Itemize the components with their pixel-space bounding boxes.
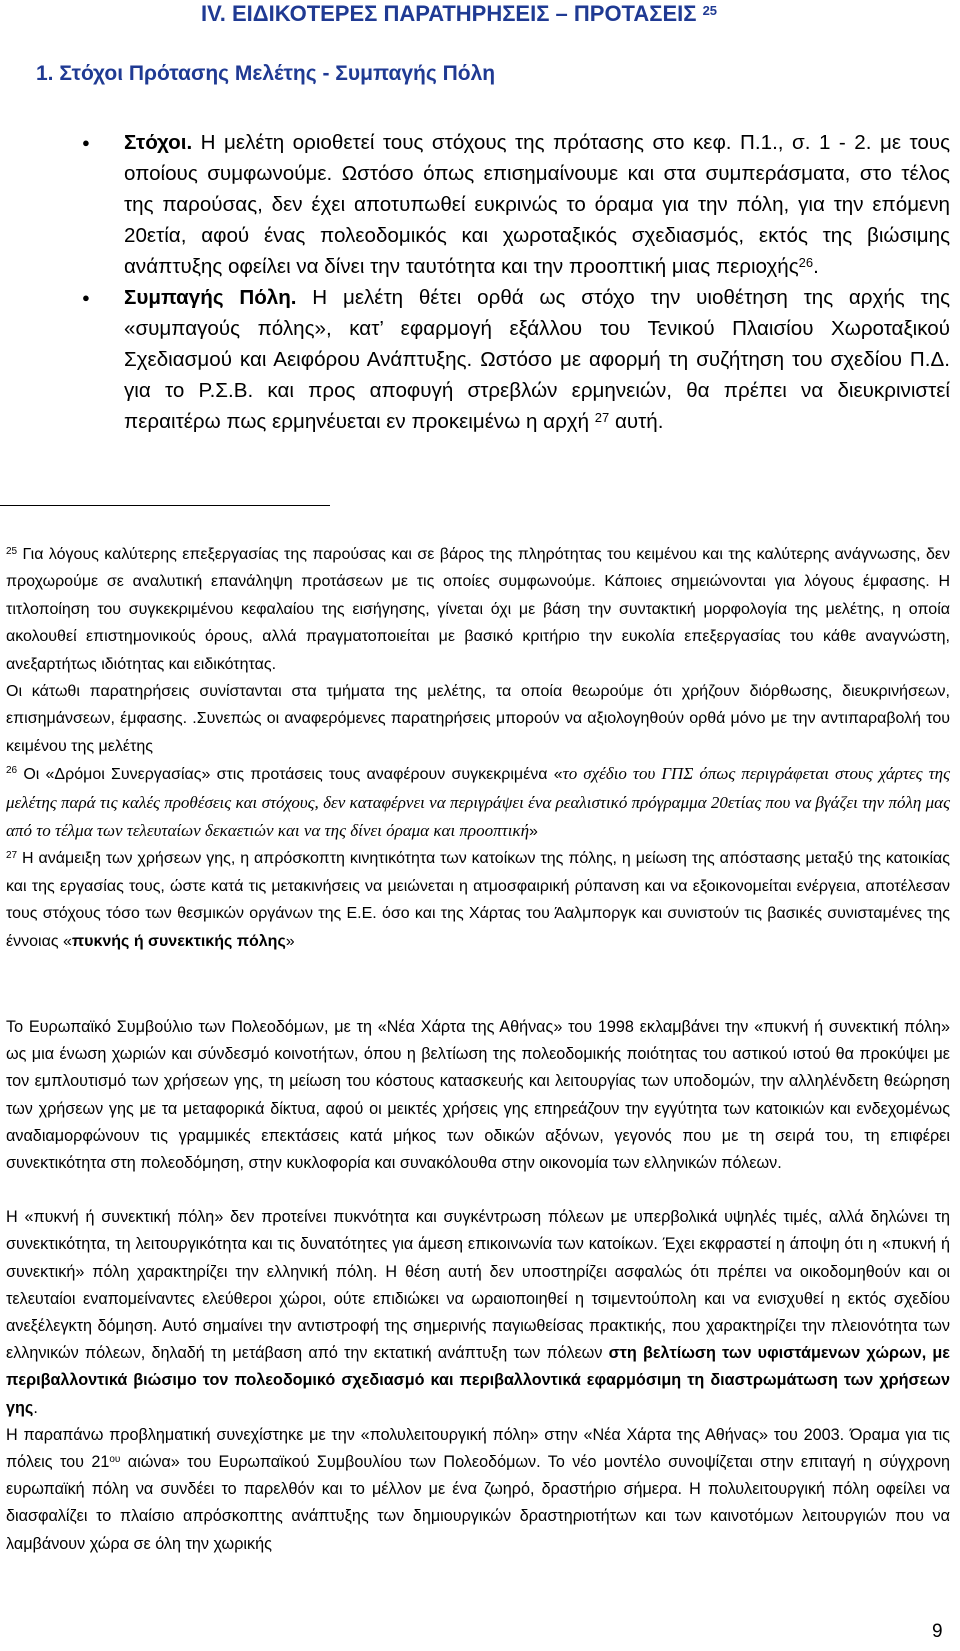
footnote-25: $^{25}$ Για λόγους καλύτερης επεξεργασίας της παρούσας και σε βάρος της πληρότητας του κειμένου και της καλύτερης ανάγνωσης, δεν προχωρούμε σε αναλυτική επανάληψη προτάσεων με τις οποίες συμφωνούμε. Κάποιες σημειώνονται για λόγους έμφασης. Η τιτλοποίηση του συγκεκριμένου κεφαλαίου της εισήγησης, γίνεται όχι με βάση την συντακτική μορφολογία της μελέτης, η οποία ακολουθεί επιστημονικούς όρους, αλλά πραγματοποιείται με βασικό κριτήριο την ευκολία επεξεργασίας του κάθε αναγνώστη, ανεξαρτήτως ιδιότητας και ειδικότητας. [6, 546, 950, 673]
footnotes [6, 541, 950, 955]
paragraph: Η παραπάνω προβληματική συνεχίστηκε με την «πολυλειτουργική πόλη» στην «Νέα Χάρτα της Αθήνας» του 2003. Όραμα για τις πόλεις του $21^{o\upsilon}$ αιώνα» του Ευρωπαϊκού Συμβουλίου των Πολεοδόμων. Το νέο μοντέλο συνοψίζεται στην επιταγή η σύγχρονη ευρωπαϊκή πόλη να συνδέει το παρελθόν και το μέλλον με ένα ζωηρό, δραστήριο σήμερα. Η πολυλειτουργική πόλη οφείλει να διασφαλίζει το πλαίσιο απρόσκοπτης ανάπτυξης των δημιουργικών δραστηριοτήτων και των καινοτόμων λειτουργιών που να λαμβάνουν χώρα σε όλη την χωρικής [6, 1425, 950, 1553]
paragraph: Η «πυκνή ή συνεκτική πόλη» δεν προτείνει πυκνότητα και συγκέντρωση πόλεων με υπερβολικά υψηλές τιμές, αλλά δηλώνει τη συνεκτικότητα, τη λειτουργικότητα και τις δυνατότητες για άμεση επικοινωνία των κατοίκων. Έχει εκφραστεί η άποψη ότι η «πυκνή ή συνεκτική» πόλη χαρακτηρίζει την ελληνική πόλη. Η θέση αυτή δεν υποστηρίζει ασφαλώς ότι πρέπει να οικοδομηθούν και οι τελευταίοι εναπομείναντες ελεύθεροι χώροι, ούτε επιδιώκει να ωραιοποιηθεί η τσιμεντούπολη και να ενισχυθεί η εκτός σχεδίου ανεξέλεγκτη δόμηση. Αυτό σημαίνει την αντιστροφή της σημερινής παγιωθείσας πρακτικής, που χαρακτηρίζει την πλειονότητα των ελληνικών πόλεων, δηλαδή τη μετάβαση από την εκτατική ανάπτυξη των πόλεων στη βελτίωση των υφιστάμενων χώρων, με περιβαλλοντικά βιώσιμο τον πολεοδομικό σχεδιασμό και περιβαλλοντικά εφαρμόσιμη τη διαστρωμάτωση των χρήσεων γης. [6, 1208, 950, 1417]
footnote-26: $^{26}$ Οι «Δρόμοι Συνεργασίας» στις προτάσεις τους αναφέρουν συγκεκριμένα «το σχέδιο του ΓΠΣ όπως περιγράφεται στους χάρτες της μελέτης παρά τις καλές προθέσεις και στόχους, δεν καταφέρνει να περιγράψει ένα ρεαλιστικό πρόγραμμα 20ετίας που να βγάζει την πόλη μας από το τέλμα των τελευταίων δεκαετιών και να της δίνει όραμα και προοπτική» [6, 764, 951, 841]
footnote-ref-25[interactable]: 25 [702, 3, 718, 18]
section-heading: IV. ΕΙΔΙΚΟΤΕΡΕΣ ΠΑΡΑΤΗΡΗΣΕΙΣ – ΠΡΟΤΑΣΕΙΣ $^{25}$ [201, 1, 718, 26]
bullet-list [82, 127, 950, 437]
footnote-ref-26[interactable]: 26 [798, 255, 814, 270]
body-text [6, 1014, 950, 1558]
page-number: 9 [932, 1621, 943, 1642]
bullet-lead: Στόχοι. [124, 131, 193, 154]
footnote-separator [0, 505, 330, 506]
bullet-item-goals: ● Στόχοι. Η μελέτη οριοθετεί τους στόχους της πρότασης στο κεφ. Π.1., σ. 1 - 2. με τους οποίους συμφωνούμε. Ωστόσο όπως επισημαίνουμε και στα συμπεράσματα, στο τέλος της παρούσας, δεν έχει αποτυπωθεί ευκρινώς το όραμα για την πόλη, για την επόμενη 20ετία, αφού ένας πολεοδομικός και χωροταξικός σχεδιασμός, εκτός της βιώσιμης ανάπτυξης οφείλει να δίνει την ταυτότητα και την προοπτική μιας περιοχής$^{26}$. [82, 127, 950, 282]
paragraph: Το Ευρωπαϊκό Συμβούλιο των Πολεοδόμων, με τη «Νέα Χάρτα της Αθήνας» του 1998 εκλαμβάνει την «πυκνή ή συνεκτική πόλη» ως μια ένωση χωριών και σύνδεσμό κοινοτήτων, όπου η βελτίωση της πολεοδομικής ποιότητας του αστικού ιστού θα προκύψει με τον εμπλουτισμό των χρήσεων γης, τη μείωση του κόστους κατασκευής και λειτουργίας των υποδομών, την αλληλένδετη θεώρηση των χρήσεων γης με τα μεταφορικά δίκτυα, αφού οι μεικτές χρήσεις γης επηρεάζουν την εγγύτητα των κατοικιών και ενδεχομένως αναδιαμορφώνουν τις γραμμικές επεκτάσεις κατά μήκος των οδικών αξόνων, γεγονός που με τη σειρά του, τη επιφέρει συνεκτικότητα στη πολεοδόμηση, στην κυκλοφορία και συνακόλουθα στην οικονομία των ελληνικών πόλεων. [6, 1018, 950, 1173]
footnote-27: $^{27}$ Η ανάμειξη των χρήσεων γης, η απρόσκοπτη κινητικότητα των κατοίκων της πόλης, η μείωση της απόστασης μεταξύ της κατοικίας και της εργασίας τους, ώστε κατά τις μετακινήσεις να μειώνεται η ατμοσφαιρική ρύπανση και να εξοικονομείται ενέργεια, αποτέλεσαν τους στόχους τόσο των θεσμικών οργάνων της Ε.Ε. όσο και της Χάρτας του Άαλμποργκ και συνιστούν τις βασικές συνισταμένες της έννοιας «πυκνής ή συνεκτικής πόλης» [6, 850, 950, 950]
footnote-25-continued: Οι κάτωθι παρατηρήσεις συνίστανται στα τμήματα της μελέτης, τα οποία θεωρούμε ότι χρήζουν διόρθωσης, διευκρινήσεων, επισημάνσεων, έμφασης. .Συνεπώς οι αναφερόμενες παρατηρήσεις μπορούν να αξιολογηθούν ορθά μόνο με την αντιπαραβολή του κειμένου της μελέτης [6, 683, 950, 755]
bullet-item-compact-city: ● Συμπαγής Πόλη. Η μελέτη θέτει ορθά ως στόχο την υιοθέτηση της αρχής της «συμπαγούς πόλης», κατ’ εφαρμογή εξάλλου του Τενικού Πλαισίου Χωροταξικού Σχεδιασμού και Αειφόρου Ανάπτυξης. Ωστόσο με αφορμή τη συζήτηση του σχεδίου Π.Δ. για το Ρ.Σ.Β. και προς αποφυγή στρεβλών ερμηνειών, θα πρέπει να διευκρινιστεί περαιτέρω πως ερμηνέυεται εν προκειμένω η αρχή $^{27}$ αυτή. [82, 282, 950, 437]
subsection-heading: 1. Στόχοι Πρότασης Μελέτης - Συμπαγής Πόλη [36, 62, 496, 85]
bullet-lead: Συμπαγής Πόλη. [124, 286, 297, 309]
footnote-ref-27[interactable]: 27 [594, 410, 610, 425]
